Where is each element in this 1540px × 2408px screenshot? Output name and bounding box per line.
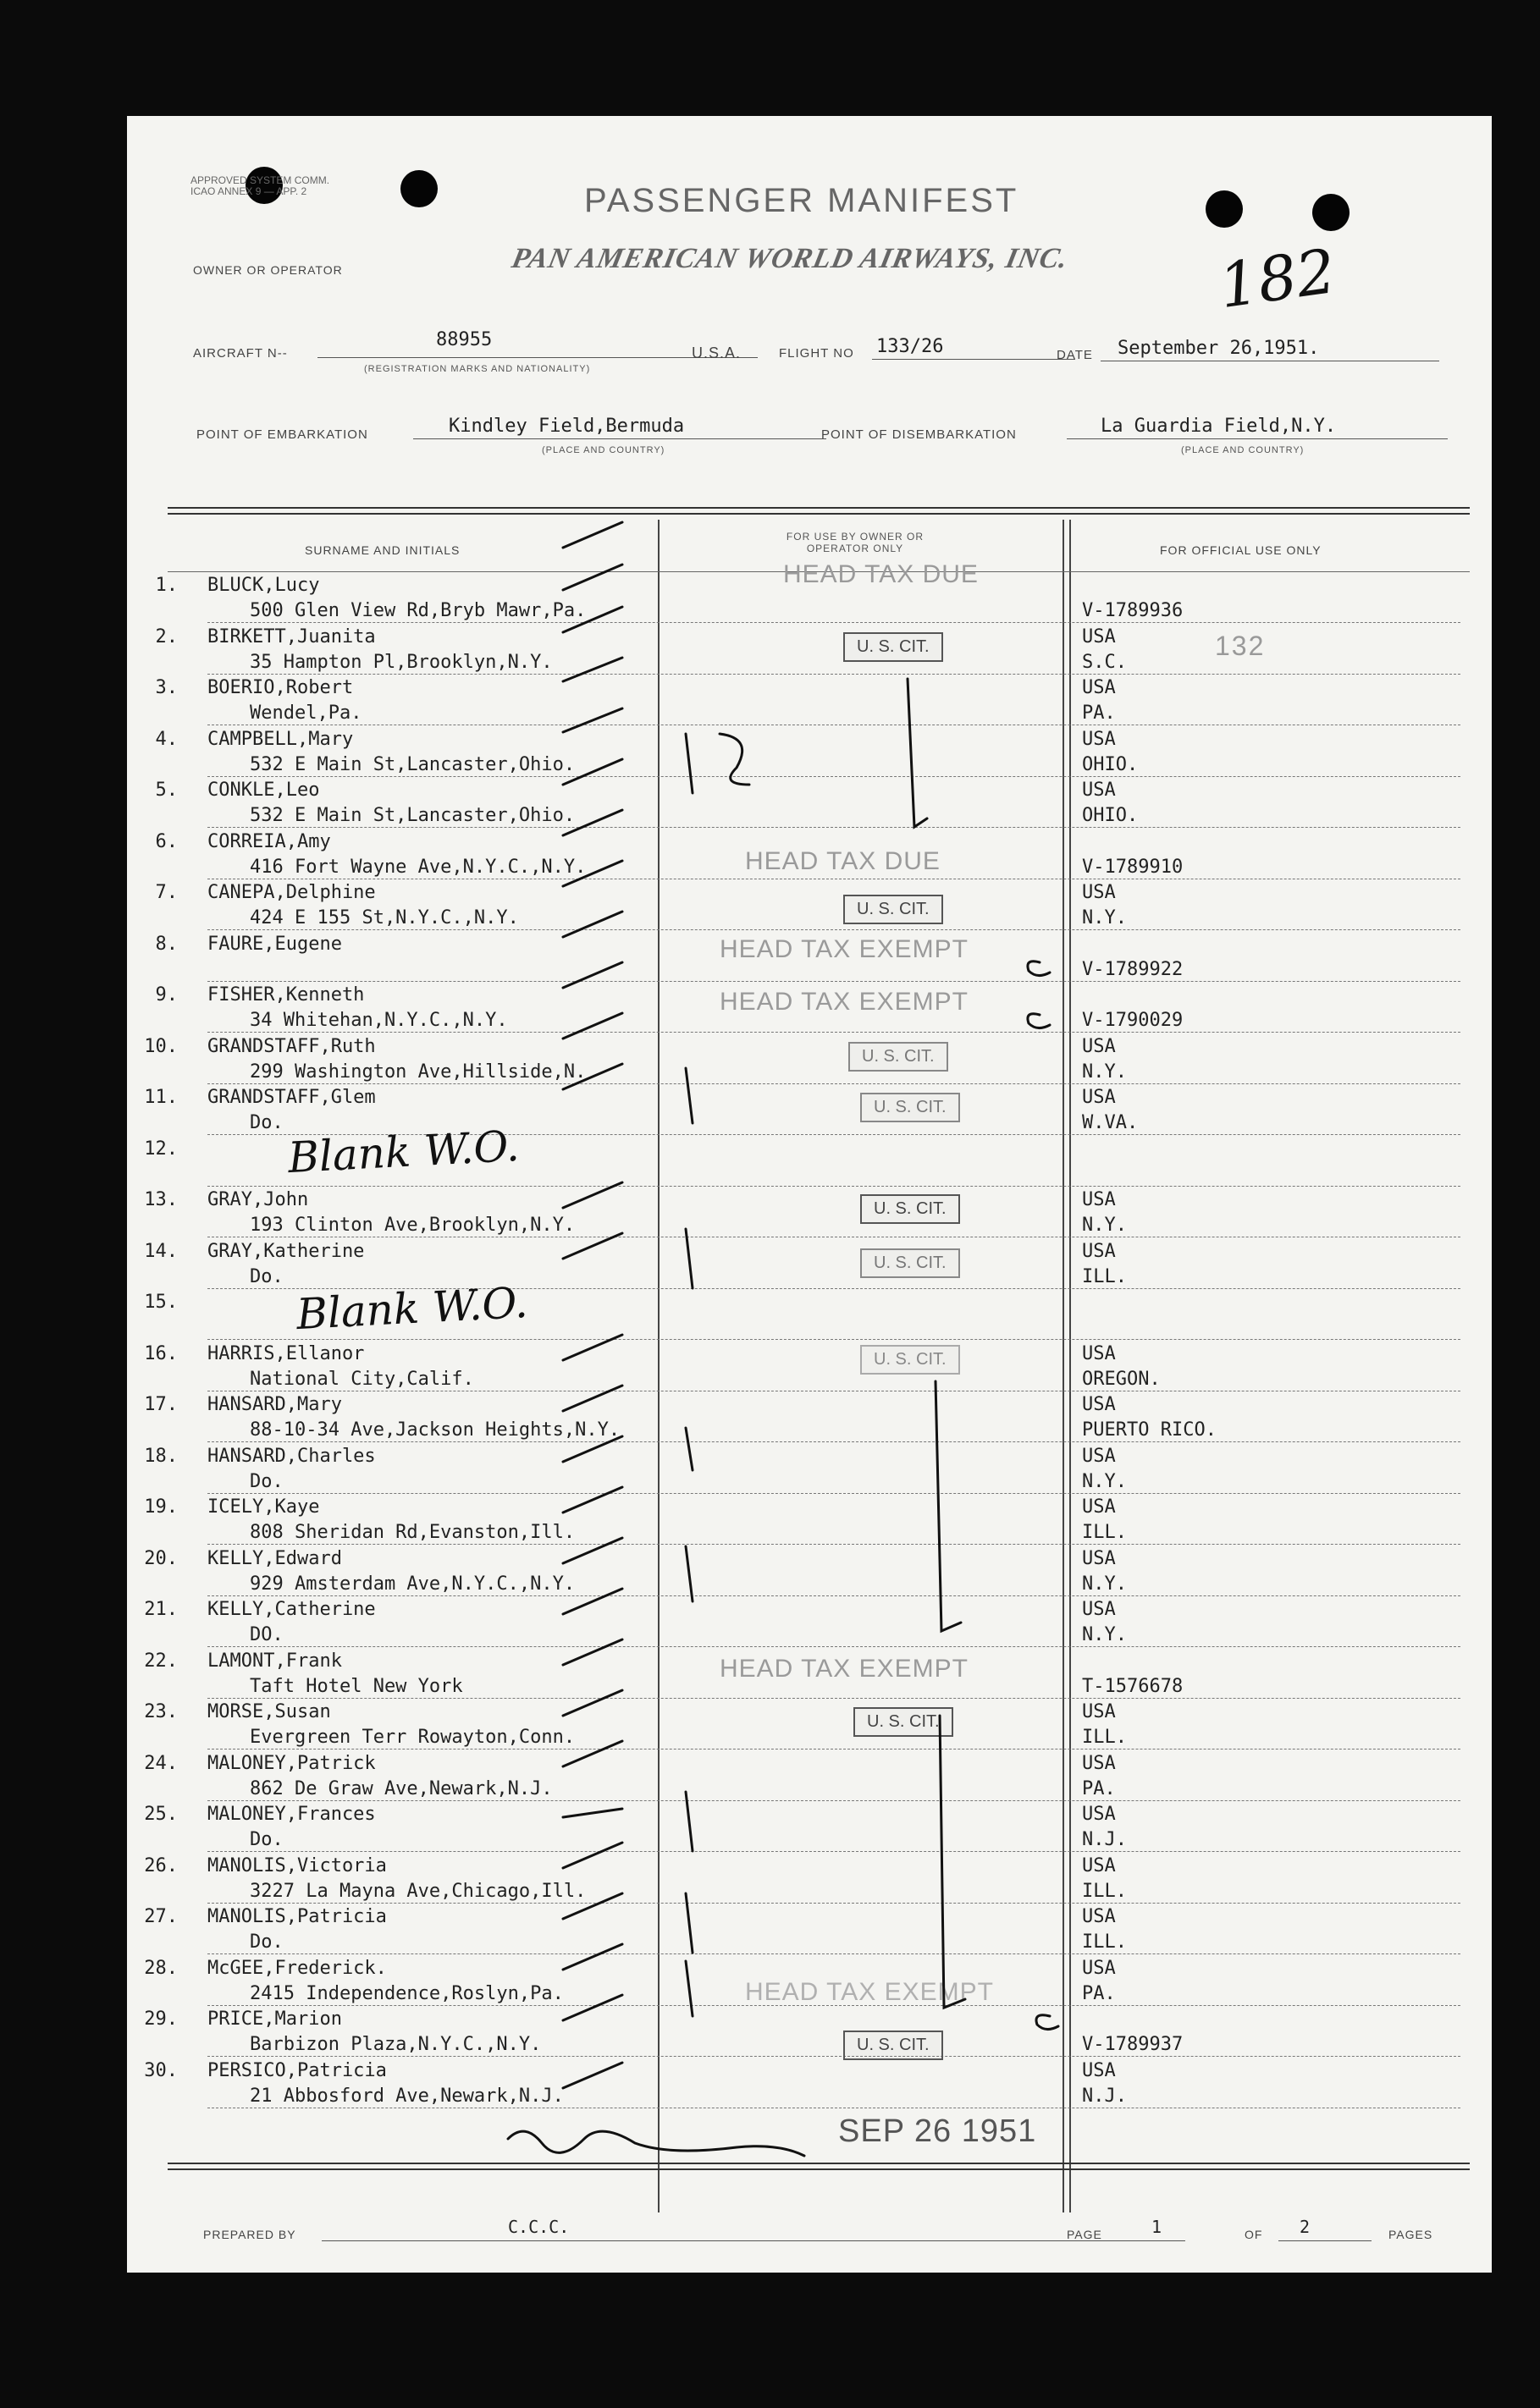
passenger-address: 532 E Main St,Lancaster,Ohio. xyxy=(250,805,576,826)
official-nationality: USA xyxy=(1082,1087,1116,1108)
official-nationality: USA xyxy=(1082,1240,1116,1262)
passenger-address: 3227 La Mayna Ave,Chicago,Ill. xyxy=(250,1880,587,1902)
embark-place-caption: (PLACE AND COUNTRY) xyxy=(542,445,665,455)
official-state-or-visa: N.J. xyxy=(1082,2085,1127,2107)
passenger-address: Barbizon Plaza,N.Y.C.,N.Y. xyxy=(250,2034,542,2055)
disembark-place-caption: (PLACE AND COUNTRY) xyxy=(1181,445,1305,455)
blank-annotation-row-15: Blank W.O. xyxy=(295,1277,529,1340)
passenger-address: Do. xyxy=(250,1931,284,1953)
official-state-or-visa: T-1576678 xyxy=(1082,1675,1184,1697)
page-total: 2 xyxy=(1300,2217,1311,2237)
date-received-stamp: SEP 26 1951 xyxy=(838,2113,1037,2149)
aircraft-number: 88955 xyxy=(436,329,493,350)
row-number: 17. xyxy=(144,1394,178,1415)
passenger-name: MALONEY,Frances xyxy=(207,1804,376,1825)
passenger-address: 21 Abbosford Ave,Newark,N.J. xyxy=(250,2085,564,2107)
official-nationality: USA xyxy=(1082,1445,1116,1467)
row-number: 18. xyxy=(144,1445,178,1467)
passenger-name: KELLY,Edward xyxy=(207,1547,342,1569)
passenger-name: PERSICO,Patricia xyxy=(207,2059,387,2081)
passenger-address: Do. xyxy=(250,1112,284,1133)
head-tax-exempt-stamp: HEAD TAX EXEMPT xyxy=(745,1978,994,2006)
official-state-or-visa: N.Y. xyxy=(1082,1573,1127,1595)
us-cit-stamp: U. S. CIT. xyxy=(860,1194,960,1224)
official-state-or-visa: N.Y. xyxy=(1082,1061,1127,1083)
handwritten-page-mark: 182 xyxy=(1214,234,1340,322)
official-nationality: USA xyxy=(1082,882,1116,903)
disembarkation-value: La Guardia Field,N.Y. xyxy=(1101,416,1337,437)
official-state-or-visa: OHIO. xyxy=(1082,753,1139,775)
passenger-address: Evergreen Terr Rowayton,Conn. xyxy=(250,1727,576,1748)
passenger-address: National City,Calif. xyxy=(250,1368,474,1390)
official-nationality: USA xyxy=(1082,1854,1116,1876)
passenger-name: MORSE,Susan xyxy=(207,1701,331,1722)
passenger-address: 416 Fort Wayne Ave,N.Y.C.,N.Y. xyxy=(250,856,587,878)
official-state-or-visa: OREGON. xyxy=(1082,1368,1161,1390)
official-nationality: USA xyxy=(1082,1599,1116,1620)
official-nationality: USA xyxy=(1082,728,1116,750)
date-label: DATE xyxy=(1057,348,1093,362)
official-stamp-number: 132 xyxy=(1215,631,1266,661)
official-state-or-visa: S.C. xyxy=(1082,651,1127,673)
passenger-address: 2415 Independence,Roslyn,Pa. xyxy=(250,1982,564,2004)
official-nationality: USA xyxy=(1082,677,1116,698)
passenger-address: Do. xyxy=(250,1829,284,1850)
row-number: 27. xyxy=(144,1906,178,1927)
official-state-or-visa: PA. xyxy=(1082,1777,1116,1799)
official-nationality: USA xyxy=(1082,1906,1116,1927)
official-nationality: USA xyxy=(1082,2059,1116,2081)
embarkation-label: POINT OF EMBARKATION xyxy=(196,427,368,442)
passenger-address: 88-10-34 Ave,Jackson Heights,N.Y. xyxy=(250,1419,621,1441)
row-number: 14. xyxy=(144,1240,178,1262)
row-number: 6. xyxy=(155,830,178,852)
row-number: 25. xyxy=(144,1804,178,1825)
passenger-address: 808 Sheridan Rd,Evanston,Ill. xyxy=(250,1522,576,1543)
passenger-address: Do. xyxy=(250,1470,284,1492)
row-number: 21. xyxy=(144,1599,178,1620)
aircraft-label: AIRCRAFT N-- xyxy=(193,346,288,361)
official-nationality: USA xyxy=(1082,1957,1116,1979)
official-state-or-visa: PUERTO RICO. xyxy=(1082,1419,1217,1441)
passenger-name: FAURE,Eugene xyxy=(207,933,342,955)
passenger-name: GRANDSTAFF,Glem xyxy=(207,1087,376,1108)
official-nationality: USA xyxy=(1082,1496,1116,1518)
passenger-name: FISHER,Kenneth xyxy=(207,984,365,1006)
passenger-address: 299 Washington Ave,Hillside,N. xyxy=(250,1061,587,1083)
passenger-name: LAMONT,Frank xyxy=(207,1650,342,1672)
passenger-address: 929 Amsterdam Ave,N.Y.C.,N.Y. xyxy=(250,1573,576,1595)
head-tax-due-stamp: HEAD TAX DUE xyxy=(783,560,979,588)
head-tax-exempt-stamp: HEAD TAX EXEMPT xyxy=(720,1655,969,1683)
row-number: 7. xyxy=(155,882,178,903)
prepared-by-label: PREPARED BY xyxy=(203,2228,296,2241)
official-state-or-visa: ILL. xyxy=(1082,1931,1127,1953)
us-cit-stamp: U. S. CIT. xyxy=(853,1707,953,1737)
flight-number: 133/26 xyxy=(876,336,944,357)
row-number: 9. xyxy=(155,984,178,1006)
row-number: 26. xyxy=(144,1854,178,1876)
official-state-or-visa: V-1789910 xyxy=(1082,856,1184,878)
passenger-name: CONKLE,Leo xyxy=(207,780,320,801)
manifest-sheet xyxy=(127,116,1492,2273)
row-number: 30. xyxy=(144,2059,178,2081)
passenger-address: Taft Hotel New York xyxy=(250,1675,463,1697)
row-number: 11. xyxy=(144,1087,178,1108)
official-state-or-visa: PA. xyxy=(1082,1982,1116,2004)
us-cit-stamp: U. S. CIT. xyxy=(843,632,943,662)
row-number: 22. xyxy=(144,1650,178,1672)
passenger-address: 193 Clinton Ave,Brooklyn,N.Y. xyxy=(250,1215,576,1236)
passenger-name: MALONEY,Patrick xyxy=(207,1752,376,1774)
official-nationality: USA xyxy=(1082,1189,1116,1210)
official-state-or-visa: OHIO. xyxy=(1082,805,1139,826)
flight-date: September 26,1951. xyxy=(1118,338,1320,359)
official-state-or-visa: V-1789937 xyxy=(1082,2034,1184,2055)
head-tax-exempt-stamp: HEAD TAX EXEMPT xyxy=(720,988,969,1016)
official-state-or-visa: ILL. xyxy=(1082,1727,1127,1748)
official-state-or-visa: N.Y. xyxy=(1082,1470,1127,1492)
official-state-or-visa: N.J. xyxy=(1082,1829,1127,1850)
official-state-or-visa: N.Y. xyxy=(1082,907,1127,928)
page-number: 1 xyxy=(1151,2217,1162,2237)
official-nationality: USA xyxy=(1082,1035,1116,1057)
col-official-header: FOR OFFICIAL USE ONLY xyxy=(1160,543,1322,557)
row-number: 16. xyxy=(144,1342,178,1364)
owner-label: OWNER OR OPERATOR xyxy=(193,263,343,277)
col-owner-header: FOR USE BY OWNER OR OPERATOR ONLY xyxy=(786,531,925,554)
prepared-by-value: C.C.C. xyxy=(508,2217,570,2237)
us-cit-stamp: U. S. CIT. xyxy=(843,895,943,924)
official-nationality: USA xyxy=(1082,1394,1116,1415)
passenger-name: McGEE,Frederick. xyxy=(207,1957,387,1979)
passenger-name: MANOLIS,Victoria xyxy=(207,1854,387,1876)
passenger-name: KELLY,Catherine xyxy=(207,1599,376,1620)
passenger-name: ICELY,Kaye xyxy=(207,1496,320,1518)
passenger-name: HANSARD,Charles xyxy=(207,1445,376,1467)
registration-caption: (REGISTRATION MARKS AND NATIONALITY) xyxy=(364,364,591,374)
passenger-address: 34 Whitehan,N.Y.C.,N.Y. xyxy=(250,1010,508,1031)
passenger-name: CANEPA,Delphine xyxy=(207,882,376,903)
row-number: 29. xyxy=(144,2009,178,2030)
row-number: 8. xyxy=(155,933,178,955)
blank-annotation-row-12: Blank W.O. xyxy=(286,1121,521,1183)
disembarkation-label: POINT OF DISEMBARKATION xyxy=(821,427,1017,442)
passenger-name: GRAY,John xyxy=(207,1189,309,1210)
row-number: 19. xyxy=(144,1496,178,1518)
row-number: 13. xyxy=(144,1189,178,1210)
official-nationality: USA xyxy=(1082,1342,1116,1364)
official-nationality: USA xyxy=(1082,1547,1116,1569)
passenger-address: Wendel,Pa. xyxy=(250,703,362,724)
row-number: 15. xyxy=(144,1292,178,1313)
flight-label: FLIGHT NO xyxy=(779,346,854,361)
passenger-address: 424 E 155 St,N.Y.C.,N.Y. xyxy=(250,907,519,928)
official-nationality: USA xyxy=(1082,1701,1116,1722)
us-cit-stamp: U. S. CIT. xyxy=(860,1345,960,1375)
page-label: PAGE xyxy=(1067,2228,1102,2241)
official-state-or-visa: ILL. xyxy=(1082,1522,1127,1543)
passenger-address: 500 Glen View Rd,Bryb Mawr,Pa. xyxy=(250,600,587,621)
passenger-address: 35 Hampton Pl,Brooklyn,N.Y. xyxy=(250,651,553,673)
us-cit-stamp: U. S. CIT. xyxy=(860,1248,960,1278)
passenger-name: GRANDSTAFF,Ruth xyxy=(207,1035,376,1057)
passenger-name: BIRKETT,Juanita xyxy=(207,625,376,647)
official-state-or-visa: V-1789936 xyxy=(1082,600,1184,621)
of-label: OF xyxy=(1245,2228,1263,2241)
passenger-name: HARRIS,Ellanor xyxy=(207,1342,365,1364)
nationality: U.S.A. xyxy=(692,344,742,361)
row-number: 20. xyxy=(144,1547,178,1569)
operator-name: PAN AMERICAN WORLD AIRWAYS, INC. xyxy=(509,243,1072,274)
official-state-or-visa: N.Y. xyxy=(1082,1624,1127,1645)
passenger-address: DO. xyxy=(250,1624,284,1645)
row-number: 24. xyxy=(144,1752,178,1774)
official-state-or-visa: N.Y. xyxy=(1082,1215,1127,1236)
form-title: PASSENGER MANIFEST xyxy=(584,182,1019,219)
row-number: 3. xyxy=(155,677,178,698)
us-cit-stamp: U. S. CIT. xyxy=(848,1042,948,1072)
official-nationality: USA xyxy=(1082,625,1116,647)
official-nationality: USA xyxy=(1082,780,1116,801)
official-state-or-visa: W.VA. xyxy=(1082,1112,1139,1133)
us-cit-stamp: U. S. CIT. xyxy=(860,1093,960,1122)
passenger-name: CORREIA,Amy xyxy=(207,830,331,852)
official-state-or-visa: V-1790029 xyxy=(1082,1010,1184,1031)
official-state-or-visa: ILL. xyxy=(1082,1265,1127,1287)
official-state-or-visa: V-1789922 xyxy=(1082,958,1184,980)
passenger-address: Do. xyxy=(250,1265,284,1287)
handwritten-marks xyxy=(127,116,1492,2273)
passenger-name: MANOLIS,Patricia xyxy=(207,1906,387,1927)
passenger-address: 862 De Graw Ave,Newark,N.J. xyxy=(250,1777,553,1799)
passenger-name: PRICE,Marion xyxy=(207,2009,342,2030)
passenger-name: BLUCK,Lucy xyxy=(207,575,320,596)
row-number: 12. xyxy=(144,1138,178,1160)
official-nationality: USA xyxy=(1082,1804,1116,1825)
head-tax-exempt-stamp: HEAD TAX EXEMPT xyxy=(720,935,969,963)
passenger-address: 532 E Main St,Lancaster,Ohio. xyxy=(250,753,576,775)
row-number: 5. xyxy=(155,780,178,801)
row-number: 28. xyxy=(144,1957,178,1979)
us-cit-stamp: U. S. CIT. xyxy=(843,2031,943,2060)
row-number: 4. xyxy=(155,728,178,750)
head-tax-due-stamp: HEAD TAX DUE xyxy=(745,847,941,875)
pages-label: PAGES xyxy=(1388,2228,1433,2241)
embarkation-value: Kindley Field,Bermuda xyxy=(449,416,685,437)
row-number: 10. xyxy=(144,1035,178,1057)
passenger-name: GRAY,Katherine xyxy=(207,1240,365,1262)
approval-note: APPROVED SYSTEM COMM. ICAO ANNEX 9 — APP. 2 xyxy=(190,174,330,197)
row-number: 23. xyxy=(144,1701,178,1722)
col-surname-header: SURNAME AND INITIALS xyxy=(305,543,461,557)
row-number: 2. xyxy=(155,625,178,647)
official-state-or-visa: PA. xyxy=(1082,703,1116,724)
official-nationality: USA xyxy=(1082,1752,1116,1774)
passenger-name: BOERIO,Robert xyxy=(207,677,354,698)
official-state-or-visa: ILL. xyxy=(1082,1880,1127,1902)
passenger-name: HANSARD,Mary xyxy=(207,1394,342,1415)
passenger-name: CAMPBELL,Mary xyxy=(207,728,354,750)
row-number: 1. xyxy=(155,575,178,596)
